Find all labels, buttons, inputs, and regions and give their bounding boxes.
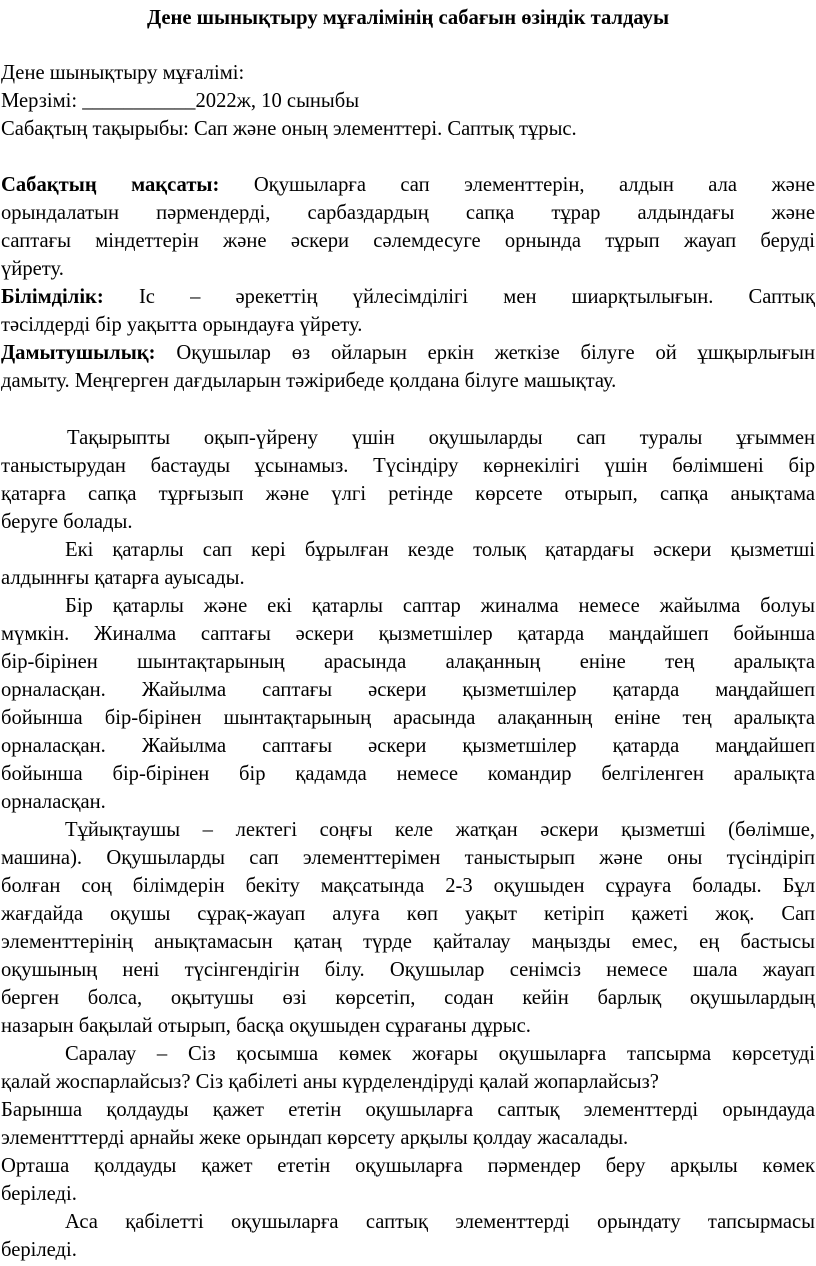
paragraph-line: Орташа қолдауды қажет ететін оқушыларға пәрмендер беру арқылы көмек [1, 1155, 815, 1177]
paragraph-line: қалай жоспарлайсыз? Сіз қабілеті аны күрделендіруді қалай жопарлайсыз? [1, 1071, 659, 1093]
paragraph-line: машина). Оқушыларды сап элементтерімен таныстырып және оны түсіндіріп [1, 847, 815, 869]
paragraph-line: беріледі. [1, 1183, 77, 1205]
dev-text: Оқушылар өз ойларын еркін жеткізе білуге ой ұшқырлығын [176, 342, 815, 364]
paragraph-line: бойынша бір-бірінен шынтақтарының арасында алақанның еніне тең аралықта [1, 707, 815, 729]
paragraph-line: орналасқан. Жайылма саптағы әскери қызметшілер қатарда маңдайшеп [1, 679, 815, 701]
paragraph-line: назарын бақылай отырып, басқа оқушыден сұрағаны дұрыс. [1, 1015, 531, 1037]
goal-line [1, 171, 815, 199]
paragraph-line: Саралау – Сіз қосымша көмек жоғары оқушыларға тапсырма көрсетуді [65, 1043, 815, 1065]
paragraph-line: элементтерінің анықтамасын қатаң түрде қайталау маңызды емес, ең бастысы [1, 931, 815, 953]
paragraph-line: Бір қатарлы және екі қатарлы саптар жиналма немесе жайылма болуы [65, 595, 815, 617]
paragraph-line: бір-бірінен шынтақтарының арасында алақанның еніне тең аралықта [1, 651, 815, 673]
dev-line [1, 339, 815, 367]
paragraph-line: оқушының нені түсінгендігін білу. Оқушылар сенімсіз немесе шала жауап [1, 959, 815, 981]
paragraph-line: болған соң білімдерін бекіту мақсатында 2-3 оқушыден сұрауға болады. Бұл [1, 875, 815, 897]
edu-line [1, 283, 815, 311]
paragraph-line: берген болса, оқытушы өзі көрсетіп, содан кейін барлық оқушылардың [1, 987, 815, 1009]
paragraph-line: Екі қатарлы сап кері бұрылған кезде толық қатардағы әскери қызметші [65, 539, 815, 561]
paragraph-line: қатарға сапқа тұрғызып және үлгі ретінде көрсете отырып, сапқа анықтама [1, 483, 815, 505]
paragraph-line: мүмкін. Жиналма саптағы әскери қызметшілер қатарда маңдайшеп бойынша [1, 623, 815, 645]
goal-text: Оқушыларға сап элементтерін, алдын ала және [253, 174, 815, 196]
document-title: Дене шынықтыру мұғалімінің сабағын өзіндік талдауы [146, 7, 670, 29]
paragraph-line: беруге болады. [1, 511, 133, 533]
paragraph-line: Тақырыпты оқып-үйрену үшін оқушыларды сап туралы ұғыммен [67, 427, 815, 449]
goal-text-line: орындалатын пәрмендерді, сарбаздардың сапқа тұрар алдындағы және [1, 202, 815, 224]
goal-text-line: үйрету. [1, 258, 64, 280]
edu-text: Іс – әрекеттің үйлесімділігі мен шиарқтылығын. Саптық [138, 286, 815, 308]
date-line: Мерзімі: ___________2022ж, 10 сыныбы [1, 90, 360, 112]
paragraph-line: элементттерді арнайы жеке орындап көрсету арқылы қолдау жасалады. [1, 1127, 629, 1149]
paragraph-line: таныстырудан бастауды ұсынамыз. Түсіндіру көрнекілігі үшін бөлімшені бір [1, 455, 815, 477]
paragraph-line: бойынша бір-бірінен бір қадамда немесе командир белгіленген аралықта [1, 763, 815, 785]
paragraph-line: Тұйықтаушы – лектегі соңғы келе жатқан әскери қызметші (бөлімше, [65, 819, 815, 841]
paragraph-line: орналасқан. [1, 791, 106, 813]
teacher-line: Дене шынықтыру мұғалімі: [1, 62, 245, 84]
topic-line: Сабақтың тақырыбы: Сап және оның элементтері. Саптық тұрыс. [1, 118, 577, 140]
edu-label: Білімділік: [1, 286, 104, 308]
dev-text-line: дамыту. Меңгерген дағдыларын тәжірибеде қолдана білуге машықтау. [1, 370, 617, 392]
goal-label: Сабақтың мақсаты: [1, 174, 220, 196]
paragraph-line: орналасқан. Жайылма саптағы әскери қызметшілер қатарда маңдайшеп [1, 735, 815, 757]
edu-text-line: тәсілдерді бір уақытта орындауға үйрету. [1, 314, 363, 336]
paragraph-line: Аса қабілетті оқушыларға саптық элементтерді орындату тапсырмасы [65, 1211, 815, 1233]
paragraph-line: жағдайда оқушы сұрақ-жауап алуға көп уақыт кетіріп қажеті жоқ. Сап [1, 903, 815, 925]
paragraph-line: беріледі. [1, 1239, 77, 1261]
goal-text-line: саптағы міндеттерін және әскери сәлемдесуге орнында тұрып жауап беруді [1, 230, 815, 252]
dev-label: Дамытушылық: [1, 342, 156, 364]
paragraph-line: алдыннғы қатарға ауысады. [1, 567, 245, 589]
paragraph-line: Барынша қолдауды қажет ететін оқушыларға саптық элементтерді орындауда [1, 1099, 815, 1121]
